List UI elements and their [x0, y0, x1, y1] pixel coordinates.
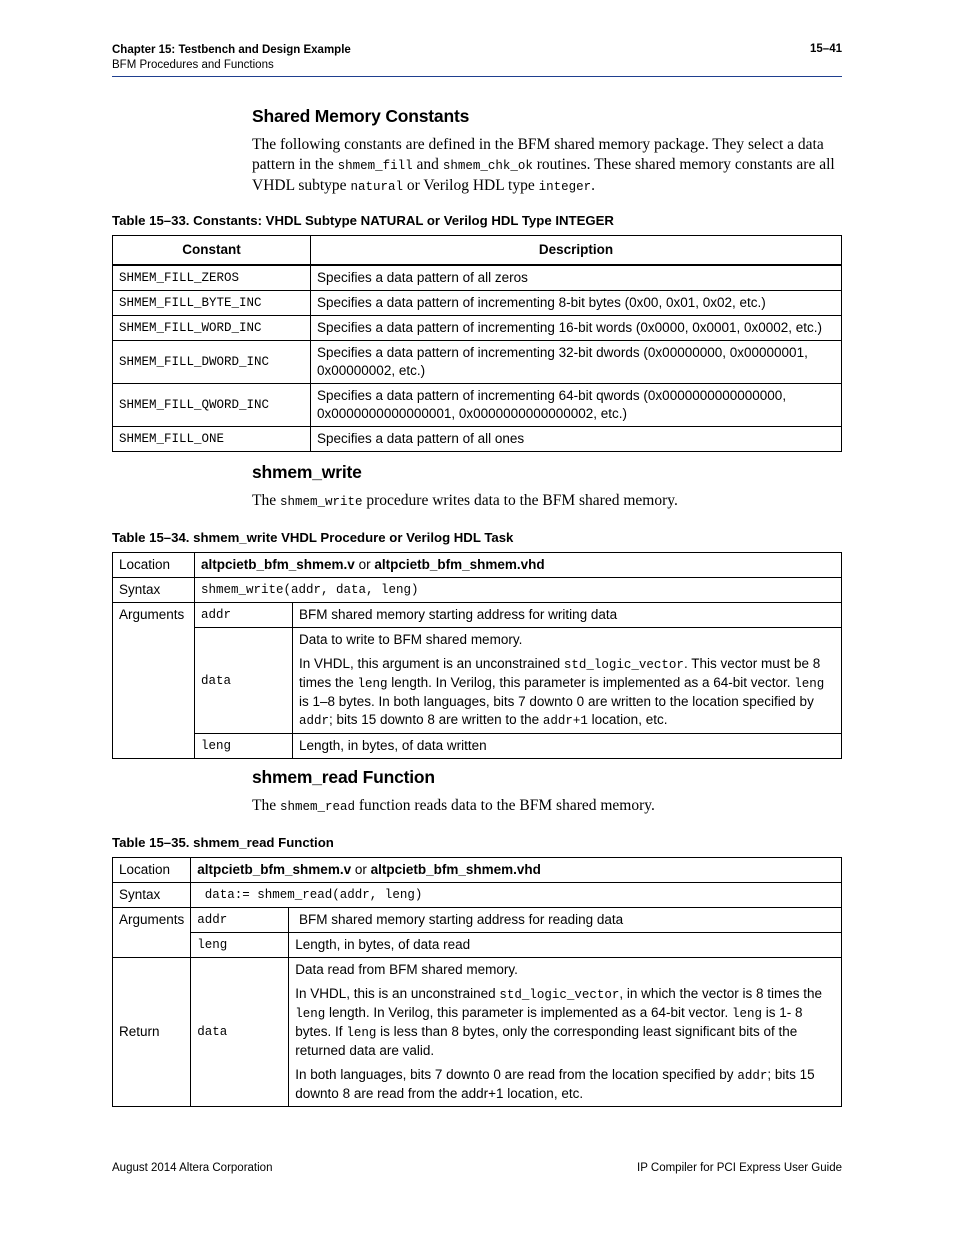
header-rule	[112, 76, 842, 77]
table-15-33-caption: Table 15–33. Constants: VHDL Subtype NATURAL or Verilog HDL Type INTEGER	[112, 213, 614, 228]
location-value: altpcietb_bfm_shmem.v or altpcietb_bfm_shmem.vhd	[191, 858, 842, 883]
syntax-label: Syntax	[113, 578, 195, 603]
arg-description: BFM shared memory starting address for writing data	[293, 603, 842, 628]
shmem-read-intro: The shmem_read function reads data to the BFM shared memory.	[252, 797, 655, 814]
description-cell: Specifies a data pattern of incrementing 8-bit bytes (0x00, 0x01, 0x02, etc.)	[311, 291, 842, 316]
argument-row	[113, 603, 842, 628]
table-row	[113, 291, 842, 316]
constant-cell: SHMEM_FILL_ZEROS	[113, 265, 311, 291]
col-description: Description	[311, 236, 842, 266]
table-row	[113, 384, 842, 427]
return-description: Data read from BFM shared memory. In VHDL, this is an unconstrained std_logic_vector, in which the vector is 8 times the leng length. In Verilog, this parameter is implemented as a 64-bit vector. leng is 1- 8 bytes. If leng is less than 8 bytes, only the corresponding least significant bits of the returned data are valid. In both languages, bits 7 downto 0 are read from the location specified by addr; bits 15 downto 8 are read from the addr+1 location, etc.	[289, 958, 842, 1107]
shmem-write-intro: The shmem_write procedure writes data to the BFM shared memory.	[252, 492, 678, 509]
footer-guide-title: IP Compiler for PCI Express User Guide	[637, 1162, 842, 1174]
heading-shmem-write: shmem_write	[252, 462, 362, 482]
description-cell: Specifies a data pattern of all ones	[311, 427, 842, 452]
description-cell: Specifies a data pattern of incrementing 64-bit qwords (0x0000000000000000, 0x0000000000000001, 0x0000000000000002, etc.)	[311, 384, 842, 427]
section-title: BFM Procedures and Functions	[112, 59, 274, 71]
syntax-label: Syntax	[113, 883, 191, 908]
arguments-label: Arguments	[113, 603, 195, 759]
table-row	[113, 265, 842, 291]
table-15-33	[112, 235, 842, 452]
arg-description: Length, in bytes, of data read	[289, 933, 842, 958]
location-row	[113, 553, 842, 578]
constant-cell: SHMEM_FILL_DWORD_INC	[113, 341, 311, 384]
table-15-35	[112, 857, 842, 1107]
description-cell: Specifies a data pattern of incrementing 32-bit dwords (0x00000000, 0x00000001, 0x00000002, etc.)	[311, 341, 842, 384]
location-value: altpcietb_bfm_shmem.v or altpcietb_bfm_shmem.vhd	[195, 553, 842, 578]
syntax-value: data:= shmem_read(addr, leng)	[191, 883, 842, 908]
constant-cell: SHMEM_FILL_QWORD_INC	[113, 384, 311, 427]
location-label: Location	[113, 858, 191, 883]
location-label: Location	[113, 553, 195, 578]
description-cell: Specifies a data pattern of all zeros	[311, 265, 842, 291]
arg-name: leng	[191, 933, 289, 958]
table-header-row	[113, 236, 842, 266]
arg-name: addr	[191, 908, 289, 933]
running-header	[112, 43, 351, 73]
location-row	[113, 858, 842, 883]
syntax-row	[113, 883, 842, 908]
constant-cell: SHMEM_FILL_WORD_INC	[113, 316, 311, 341]
table-15-34	[112, 552, 842, 759]
arg-description: Data to write to BFM shared memory. In VHDL, this argument is an unconstrained std_logic_vector. This vector must be 8 times the leng length. In Verilog, this parameter is implemented as a 64-bit vector. leng is 1–8 bytes. In both languages, bits 7 downto 0 are written to the location specified by addr; bits 15 downto 8 are written to the addr+1 location, etc.	[293, 628, 842, 734]
footer-date-company: August 2014 Altera Corporation	[112, 1162, 273, 1174]
shared-memory-intro: The following constants are defined in the BFM shared memory package. They select a data pattern in the shmem_fill and shmem_chk_ok routines. These shared memory constants are all VHDL subtype natural or Verilog HDL type integer.	[252, 136, 835, 194]
return-label: Return	[113, 958, 191, 1107]
arg-name: leng	[195, 734, 293, 759]
constant-cell: SHMEM_FILL_ONE	[113, 427, 311, 452]
arguments-label: Arguments	[113, 908, 191, 958]
arg-description: Length, in bytes, of data written	[293, 734, 842, 759]
page-number: 15–41	[810, 43, 842, 55]
table-row	[113, 427, 842, 452]
table-15-34-caption: Table 15–34. shmem_write VHDL Procedure or Verilog HDL Task	[112, 530, 514, 545]
heading-shared-memory-constants: Shared Memory Constants	[252, 106, 470, 126]
return-row	[113, 958, 842, 1107]
argument-row	[113, 734, 842, 759]
description-cell: Specifies a data pattern of incrementing 16-bit words (0x0000, 0x0001, 0x0002, etc.)	[311, 316, 842, 341]
arg-description: BFM shared memory starting address for reading data	[289, 908, 842, 933]
table-15-35-caption: Table 15–35. shmem_read Function	[112, 835, 334, 850]
chapter-title: Chapter 15: Testbench and Design Example	[112, 44, 351, 56]
table-row	[113, 341, 842, 384]
argument-row	[113, 628, 842, 734]
argument-row	[113, 933, 842, 958]
table-row	[113, 316, 842, 341]
arg-name: addr	[195, 603, 293, 628]
col-constant: Constant	[113, 236, 311, 266]
arg-name: data	[195, 628, 293, 734]
return-name: data	[191, 958, 289, 1107]
constant-cell: SHMEM_FILL_BYTE_INC	[113, 291, 311, 316]
syntax-value: shmem_write(addr, data, leng)	[195, 578, 842, 603]
syntax-row	[113, 578, 842, 603]
argument-row	[113, 908, 842, 933]
heading-shmem-read: shmem_read Function	[252, 767, 435, 787]
